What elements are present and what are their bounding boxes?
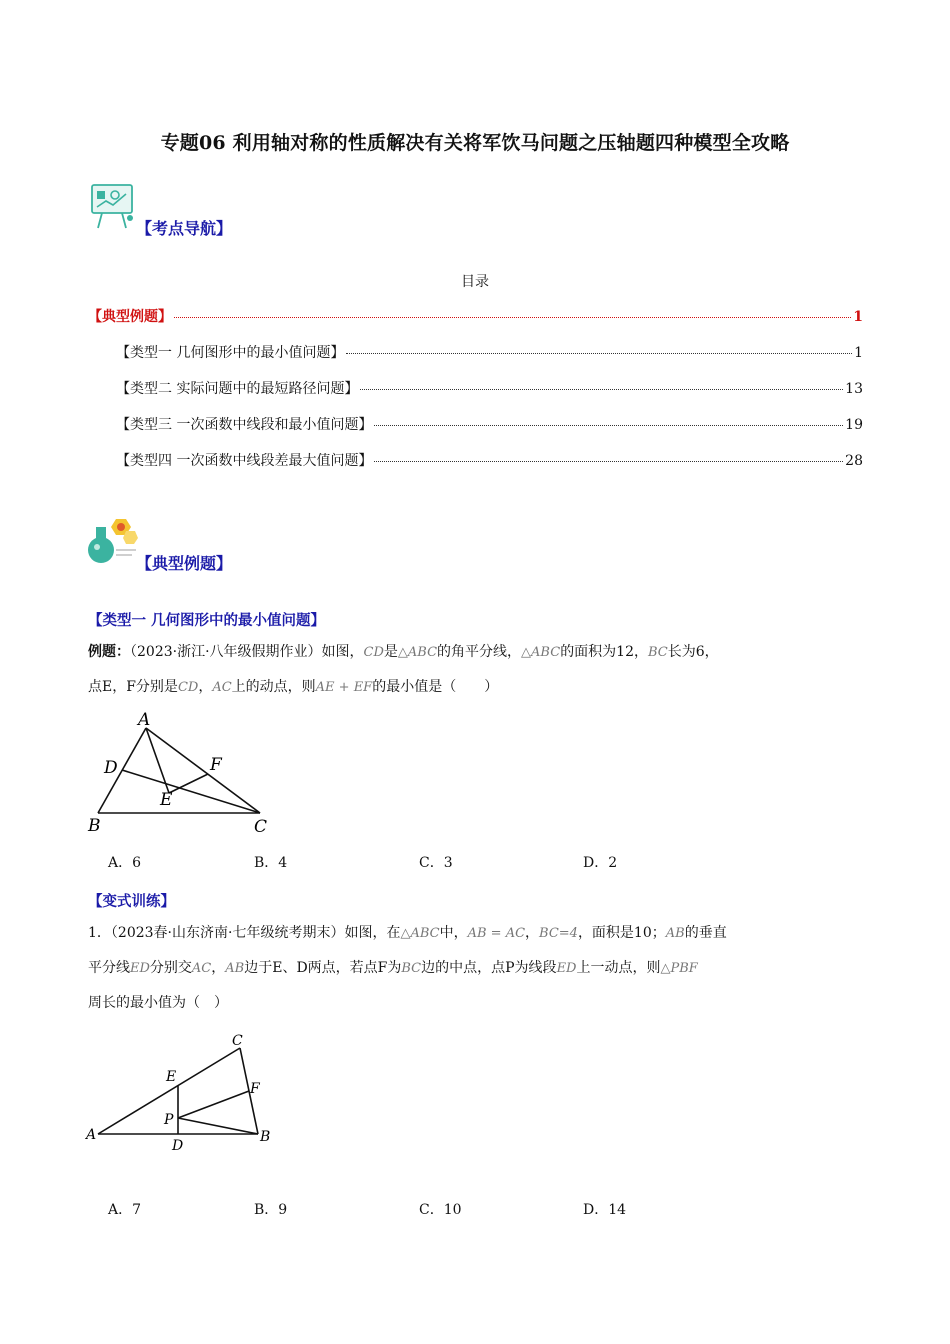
label-d: D	[172, 1138, 184, 1154]
example-option-a[interactable]: A．6	[108, 855, 142, 871]
math-bc: BC	[401, 961, 422, 976]
toc-main-entry[interactable]	[88, 306, 863, 326]
label-d: D	[104, 758, 118, 778]
label-a: A	[138, 710, 151, 730]
problem1-triangle-figure	[82, 1030, 282, 1155]
problem1-option-d[interactable]: D．14	[583, 1202, 627, 1218]
math-ae-plus-ef: AE + EF	[315, 680, 373, 695]
example-text	[88, 635, 858, 705]
math-ab: AB	[225, 961, 245, 976]
label-p: P	[164, 1112, 174, 1128]
segment-cd	[122, 770, 260, 813]
math-cd: CD	[363, 645, 384, 660]
toc-entry-label: 【类型一 几何图形中的最小值问题】	[116, 345, 345, 361]
toc-entry-label: 【类型二 实际问题中的最短路径问题】	[116, 381, 359, 397]
problem-text-part: 边于E、D两点，若点F为	[244, 960, 402, 976]
problem-text-part: ，	[525, 925, 540, 941]
problem-text-part: ，面积是10；	[577, 925, 666, 941]
problem-text-part: ，	[211, 960, 226, 976]
example-text-part: 上的动点，则	[231, 679, 316, 695]
toc-entry-page: 19	[845, 417, 863, 433]
example-text-part: ，	[198, 679, 213, 695]
toc-title: 目录	[461, 274, 489, 290]
flask-icon	[86, 517, 138, 565]
problem1-option-a[interactable]: A．7	[108, 1202, 142, 1218]
example-prefix: 例题：	[88, 644, 130, 660]
label-e: E	[166, 1069, 177, 1085]
toc-entry-page: 28	[845, 453, 863, 469]
math-triangle-abc: △ABC	[397, 645, 438, 660]
example-source: （2023·浙江·八年级假期作业）如图，	[130, 644, 364, 660]
toc-entry-page: 1	[853, 309, 863, 325]
example-option-d[interactable]: D．2	[583, 855, 618, 871]
math-ac: AC	[212, 680, 232, 695]
example-option-c[interactable]: C．3	[419, 855, 453, 871]
problem1-text	[88, 916, 863, 1020]
toc-entry-type3[interactable]	[116, 414, 863, 434]
segment-pb	[178, 1118, 258, 1134]
toc-entry-label: 【典型例题】	[88, 309, 172, 325]
problem-text-part: 边的中点，点P为线段	[421, 960, 557, 976]
problem-text-part: 中，	[439, 925, 468, 941]
toc-entry-type2[interactable]	[116, 378, 863, 398]
math-ab-eq-ac: AB = AC	[467, 926, 526, 941]
toc-leader-dots	[174, 317, 851, 318]
nav-heading: 【考点导航】	[136, 219, 233, 238]
page-title: 专题06 利用轴对称的性质解决有关将军饮马问题之压轴题四种模型全攻略	[160, 132, 790, 154]
toc-entry-label: 【类型四 一次函数中线段差最大值问题】	[116, 453, 373, 469]
label-b: B	[260, 1129, 271, 1145]
math-ed: ED	[556, 961, 577, 976]
problem-text-part: 上一动点，则	[576, 960, 661, 976]
label-f: F	[210, 755, 222, 775]
math-triangle-pbf: △PBF	[660, 961, 698, 976]
example-option-b[interactable]: B．4	[254, 855, 288, 871]
segment-ae	[146, 728, 169, 793]
toc-leader-dots	[360, 389, 843, 390]
example-text-part: 的面积为12，	[560, 644, 649, 660]
math-bc: BC	[648, 645, 668, 660]
problem-source: （2023春·山东济南·七年级统考期末）如图，在	[110, 925, 401, 941]
example-triangle-figure	[84, 708, 284, 838]
toc-entry-page: 1	[854, 345, 863, 361]
example-text-part: 长为6，	[667, 644, 719, 660]
toc-entry-type4[interactable]	[116, 450, 863, 470]
label-a: A	[86, 1127, 97, 1143]
presentation-icon	[88, 182, 138, 230]
problem1-option-b[interactable]: B．9	[254, 1202, 288, 1218]
problem-text-part: 分别交	[149, 960, 192, 976]
toc-leader-dots	[374, 425, 843, 426]
math-ac: AC	[191, 961, 212, 976]
toc-entry-label: 【类型三 一次函数中线段和最小值问题】	[116, 417, 373, 433]
math-ed: ED	[130, 961, 150, 976]
problem-number: 1．	[88, 925, 111, 941]
toc-leader-dots	[346, 353, 852, 354]
math-ab: AB	[665, 926, 685, 941]
math-triangle-abc: △ABC	[521, 645, 561, 660]
label-f: F	[250, 1081, 260, 1097]
toc-entry-page: 13	[845, 381, 863, 397]
label-e: E	[160, 790, 173, 810]
problem-text-part: 周长的最小值为（ ）	[88, 995, 228, 1011]
problem-text-part: 平分线	[88, 960, 130, 976]
label-c: C	[232, 1033, 243, 1049]
math-bc-eq-4: BC=4	[539, 926, 578, 941]
problem-text-part: 的垂直	[684, 925, 727, 941]
label-c: C	[254, 817, 268, 837]
toc-leader-dots	[374, 461, 843, 462]
examples-heading: 【典型例题】	[136, 554, 233, 573]
example-text-part: 的角平分线，	[437, 644, 522, 660]
example-text-part: 是	[383, 644, 398, 660]
example-text-part: 点E，F分别是	[88, 679, 178, 695]
problem1-option-c[interactable]: C．10	[419, 1202, 462, 1218]
math-triangle-abc: △ABC	[400, 926, 440, 941]
type1-heading: 【类型一 几何图形中的最小值问题】	[88, 612, 326, 629]
practice-heading: 【变式训练】	[88, 893, 175, 910]
label-b: B	[88, 816, 101, 836]
math-cd: CD	[177, 680, 199, 695]
example-text-part: 的最小值是（ ）	[372, 679, 499, 695]
toc-entry-type1[interactable]	[116, 342, 863, 362]
segment-pf	[178, 1091, 249, 1118]
